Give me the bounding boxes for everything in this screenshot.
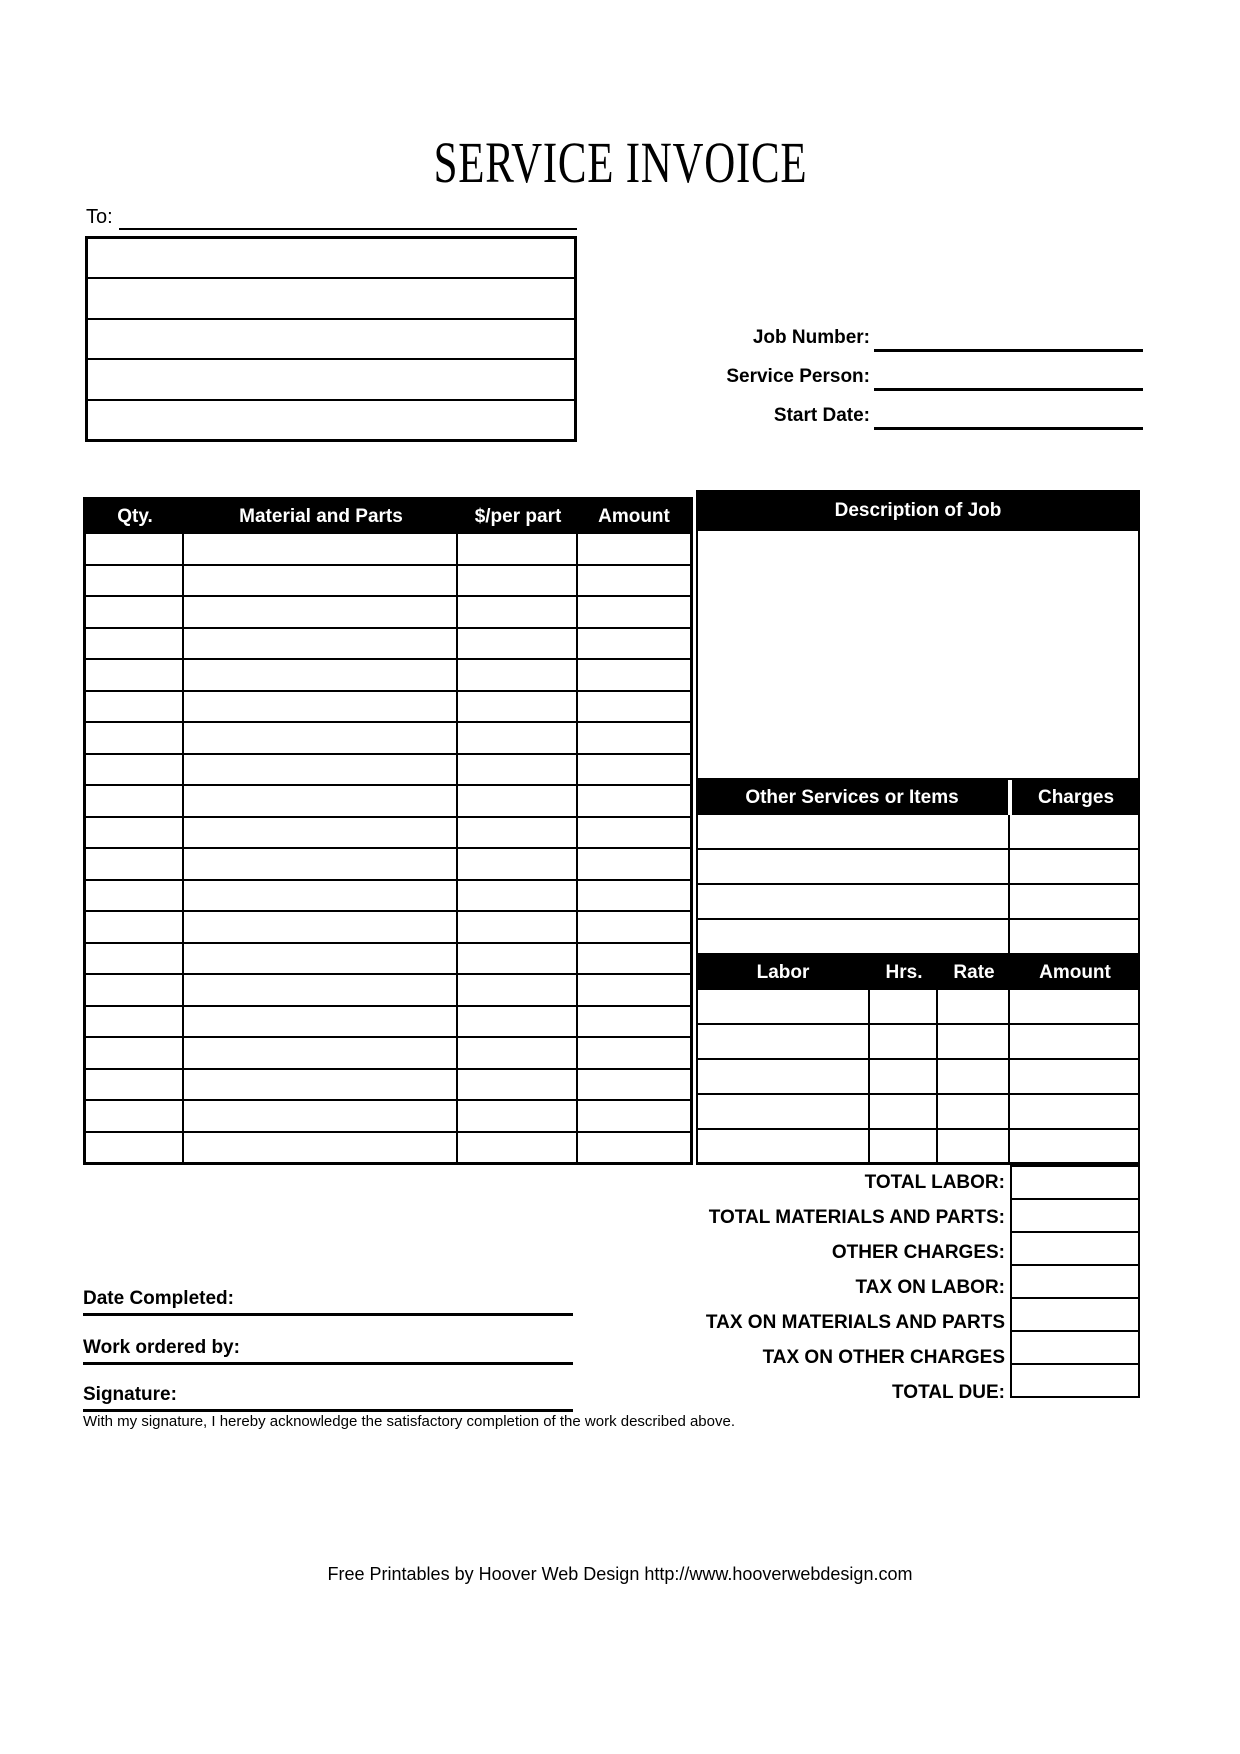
- labor-row: [696, 1130, 1140, 1165]
- job-number-label: Job Number:: [752, 327, 870, 348]
- other-service-row: [696, 815, 1140, 850]
- material-row: [86, 975, 690, 1007]
- work-ordered-line[interactable]: [83, 1337, 573, 1365]
- labor-amount-header: Amount: [1039, 961, 1111, 983]
- amount-cell[interactable]: [578, 881, 690, 911]
- material-row: [86, 1070, 690, 1102]
- price-cell[interactable]: [458, 597, 578, 627]
- other-service-row: [696, 885, 1140, 920]
- hrs-header: Hrs.: [885, 961, 923, 983]
- price-cell[interactable]: [458, 692, 578, 722]
- labor-cell[interactable]: [698, 1130, 870, 1162]
- labor-amount-cell[interactable]: [1010, 990, 1138, 1023]
- charges-cell[interactable]: [1010, 885, 1138, 918]
- material-row: [86, 660, 690, 692]
- qty-cell[interactable]: [86, 692, 184, 722]
- other-charges-box[interactable]: [1010, 1231, 1140, 1266]
- labor-row: [696, 1095, 1140, 1130]
- material-row: [86, 1133, 690, 1163]
- qty-cell[interactable]: [86, 660, 184, 690]
- qty-cell[interactable]: [86, 818, 184, 848]
- amount-cell[interactable]: [578, 786, 690, 816]
- labor-amount-cell[interactable]: [1010, 1095, 1138, 1128]
- other-services-header: Other Services or Items: [696, 780, 1008, 815]
- date-completed-line[interactable]: [83, 1288, 573, 1316]
- material-cell[interactable]: [184, 692, 458, 722]
- qty-cell[interactable]: [86, 755, 184, 785]
- start-date-line[interactable]: [874, 404, 1143, 430]
- tax-on-labor-label: TAX ON LABOR:: [855, 1277, 1005, 1298]
- qty-header: Qty.: [117, 506, 153, 527]
- hrs-cell[interactable]: [870, 1060, 938, 1093]
- amount-cell[interactable]: [578, 660, 690, 690]
- price-cell[interactable]: [458, 881, 578, 911]
- material-row: [86, 755, 690, 787]
- qty-cell[interactable]: [86, 629, 184, 659]
- material-cell[interactable]: [184, 660, 458, 690]
- price-cell[interactable]: [458, 629, 578, 659]
- material-row: [86, 629, 690, 661]
- material-cell[interactable]: [184, 597, 458, 627]
- tax-on-materials-label: TAX ON MATERIALS AND PARTS: [705, 1312, 1005, 1333]
- qty-cell[interactable]: [86, 566, 184, 596]
- charges-cell[interactable]: [1010, 920, 1138, 953]
- page-title-text: SERVICE INVOICE: [433, 130, 807, 195]
- recipient-address-row[interactable]: [88, 239, 574, 279]
- qty-cell[interactable]: [86, 975, 184, 1005]
- labor-cell[interactable]: [698, 1025, 870, 1058]
- price-cell[interactable]: [458, 723, 578, 753]
- recipient-address-box: [85, 236, 577, 442]
- other-services-body: [696, 815, 1140, 955]
- material-row: [86, 944, 690, 976]
- labor-body: [696, 990, 1140, 1165]
- qty-cell[interactable]: [86, 597, 184, 627]
- labor-cell[interactable]: [698, 990, 870, 1023]
- other-service-row: [696, 850, 1140, 885]
- price-per-part-header: $/per part: [474, 506, 562, 527]
- recipient-address-row[interactable]: [88, 279, 574, 319]
- material-row: [86, 912, 690, 944]
- amount-cell[interactable]: [578, 849, 690, 879]
- material-cell[interactable]: [184, 1070, 458, 1100]
- other-service-cell[interactable]: [698, 815, 1010, 848]
- hrs-cell[interactable]: [870, 1025, 938, 1058]
- material-cell[interactable]: [184, 534, 458, 564]
- page-title: [0, 130, 1240, 195]
- amount-cell[interactable]: [578, 597, 690, 627]
- total-due-label: TOTAL DUE:: [892, 1382, 1005, 1403]
- amount-cell[interactable]: [578, 944, 690, 974]
- service-person-label: Service Person:: [726, 366, 870, 387]
- qty-cell[interactable]: [86, 944, 184, 974]
- amount-cell[interactable]: [578, 566, 690, 596]
- price-cell[interactable]: [458, 944, 578, 974]
- total-materials-box[interactable]: [1010, 1198, 1140, 1233]
- charges-cell[interactable]: [1010, 815, 1138, 848]
- price-cell[interactable]: [458, 755, 578, 785]
- material-row: [86, 597, 690, 629]
- recipient-address-row[interactable]: [88, 320, 574, 360]
- service-person-field: [700, 365, 1143, 391]
- material-row: [86, 566, 690, 598]
- qty-cell[interactable]: [86, 912, 184, 942]
- hrs-cell[interactable]: [870, 990, 938, 1023]
- other-services-header-row: [696, 780, 1140, 815]
- material-cell[interactable]: [184, 975, 458, 1005]
- other-service-row: [696, 920, 1140, 955]
- amount-cell[interactable]: [578, 912, 690, 942]
- material-row: [86, 1007, 690, 1039]
- amount-cell[interactable]: [578, 1101, 690, 1131]
- other-charges-label: OTHER CHARGES:: [831, 1242, 1005, 1263]
- amount-cell[interactable]: [578, 629, 690, 659]
- service-person-line[interactable]: [874, 365, 1143, 391]
- rate-header: Rate: [953, 961, 995, 983]
- material-row: [86, 1038, 690, 1070]
- qty-cell[interactable]: [86, 1101, 184, 1131]
- price-cell[interactable]: [458, 912, 578, 942]
- material-cell[interactable]: [184, 786, 458, 816]
- qty-cell[interactable]: [86, 1133, 184, 1163]
- charges-header: Charges: [1012, 780, 1140, 815]
- amount-cell[interactable]: [578, 1070, 690, 1100]
- job-number-field: [700, 326, 1143, 352]
- labor-amount-cell[interactable]: [1010, 1130, 1138, 1162]
- right-section: [696, 490, 1140, 1165]
- work-ordered-label: Work ordered by:: [83, 1337, 240, 1358]
- material-parts-header: Material and Parts: [239, 506, 403, 527]
- rate-cell[interactable]: [938, 1025, 1010, 1058]
- price-cell[interactable]: [458, 849, 578, 879]
- recipient-label: To:: [86, 206, 113, 228]
- amount-cell[interactable]: [578, 692, 690, 722]
- hrs-cell[interactable]: [870, 1130, 938, 1162]
- signature-label: Signature:: [83, 1384, 177, 1405]
- signature-line[interactable]: [83, 1384, 573, 1412]
- material-cell[interactable]: [184, 912, 458, 942]
- recipient-address-row[interactable]: [88, 401, 574, 439]
- material-row: [86, 881, 690, 913]
- price-cell[interactable]: [458, 975, 578, 1005]
- material-cell[interactable]: [184, 818, 458, 848]
- qty-cell[interactable]: [86, 1070, 184, 1100]
- hrs-cell[interactable]: [870, 1095, 938, 1128]
- amount-cell[interactable]: [578, 1007, 690, 1037]
- recipient-name-line[interactable]: [119, 228, 577, 230]
- amount-cell[interactable]: [578, 723, 690, 753]
- labor-cell[interactable]: [698, 1095, 870, 1128]
- start-date-label: Start Date:: [773, 405, 870, 426]
- other-service-cell[interactable]: [698, 885, 1010, 918]
- total-labor-label: TOTAL LABOR:: [864, 1172, 1005, 1193]
- tax-on-other-charges-box[interactable]: [1010, 1330, 1140, 1365]
- material-cell[interactable]: [184, 755, 458, 785]
- price-cell[interactable]: [458, 1133, 578, 1163]
- material-cell[interactable]: [184, 1038, 458, 1068]
- other-service-cell[interactable]: [698, 920, 1010, 953]
- material-row: [86, 818, 690, 850]
- material-cell[interactable]: [184, 566, 458, 596]
- labor-row: [696, 1025, 1140, 1060]
- labor-amount-cell[interactable]: [1010, 1060, 1138, 1093]
- tax-on-other-charges-label: TAX ON OTHER CHARGES: [762, 1347, 1005, 1368]
- labor-amount-cell[interactable]: [1010, 1025, 1138, 1058]
- material-cell[interactable]: [184, 1007, 458, 1037]
- rate-cell[interactable]: [938, 990, 1010, 1023]
- material-row: [86, 692, 690, 724]
- material-row: [86, 786, 690, 818]
- amount-cell[interactable]: [578, 534, 690, 564]
- amount-header: Amount: [598, 506, 670, 527]
- qty-cell[interactable]: [86, 534, 184, 564]
- rate-cell[interactable]: [938, 1130, 1010, 1162]
- start-date-field: [700, 404, 1143, 430]
- date-completed-label: Date Completed:: [83, 1288, 234, 1309]
- qty-cell[interactable]: [86, 881, 184, 911]
- totals-boxes: [1010, 1165, 1140, 1398]
- description-of-job-area[interactable]: [696, 531, 1140, 780]
- rate-cell[interactable]: [938, 1060, 1010, 1093]
- tax-on-materials-box[interactable]: [1010, 1297, 1140, 1332]
- price-cell[interactable]: [458, 786, 578, 816]
- material-cell[interactable]: [184, 1101, 458, 1131]
- acknowledgement-text: With my signature, I hereby acknowledge the satisfactory completion of the work described above.: [83, 1413, 735, 1430]
- description-of-job-header: Description of Job: [696, 490, 1140, 531]
- job-number-line[interactable]: [874, 326, 1143, 352]
- total-materials-label: TOTAL MATERIALS AND PARTS:: [708, 1207, 1005, 1228]
- material-cell[interactable]: [184, 629, 458, 659]
- total-labor-box[interactable]: [1010, 1165, 1140, 1200]
- amount-cell[interactable]: [578, 818, 690, 848]
- price-cell[interactable]: [458, 818, 578, 848]
- materials-table-header: [86, 500, 690, 534]
- material-cell[interactable]: [184, 944, 458, 974]
- material-row: [86, 1101, 690, 1133]
- footer-credit: Free Printables by Hoover Web Design http://www.hooverwebdesign.com: [327, 1564, 913, 1584]
- material-cell[interactable]: [184, 723, 458, 753]
- material-cell[interactable]: [184, 849, 458, 879]
- materials-table-body: [86, 534, 690, 1162]
- qty-cell[interactable]: [86, 786, 184, 816]
- price-cell[interactable]: [458, 1007, 578, 1037]
- labor-row: [696, 1060, 1140, 1095]
- labor-header-row: [696, 955, 1140, 990]
- labor-header: Labor: [756, 961, 810, 983]
- material-row: [86, 723, 690, 755]
- price-cell[interactable]: [458, 1070, 578, 1100]
- material-cell[interactable]: [184, 881, 458, 911]
- rate-cell[interactable]: [938, 1095, 1010, 1128]
- material-row: [86, 534, 690, 566]
- tax-on-labor-box[interactable]: [1010, 1264, 1140, 1299]
- charges-cell[interactable]: [1010, 850, 1138, 883]
- qty-cell[interactable]: [86, 1007, 184, 1037]
- material-row: [86, 849, 690, 881]
- qty-cell[interactable]: [86, 849, 184, 879]
- price-cell[interactable]: [458, 1038, 578, 1068]
- amount-cell[interactable]: [578, 1133, 690, 1163]
- labor-row: [696, 990, 1140, 1025]
- other-service-cell[interactable]: [698, 850, 1010, 883]
- qty-cell[interactable]: [86, 1038, 184, 1068]
- qty-cell[interactable]: [86, 723, 184, 753]
- amount-cell[interactable]: [578, 975, 690, 1005]
- total-due-box[interactable]: [1010, 1363, 1140, 1398]
- materials-table: [83, 497, 693, 1165]
- amount-cell[interactable]: [578, 755, 690, 785]
- labor-cell[interactable]: [698, 1060, 870, 1093]
- price-cell[interactable]: [458, 534, 578, 564]
- amount-cell[interactable]: [578, 1038, 690, 1068]
- price-cell[interactable]: [458, 566, 578, 596]
- price-cell[interactable]: [458, 660, 578, 690]
- material-cell[interactable]: [184, 1133, 458, 1163]
- price-cell[interactable]: [458, 1101, 578, 1131]
- recipient-address-row[interactable]: [88, 360, 574, 400]
